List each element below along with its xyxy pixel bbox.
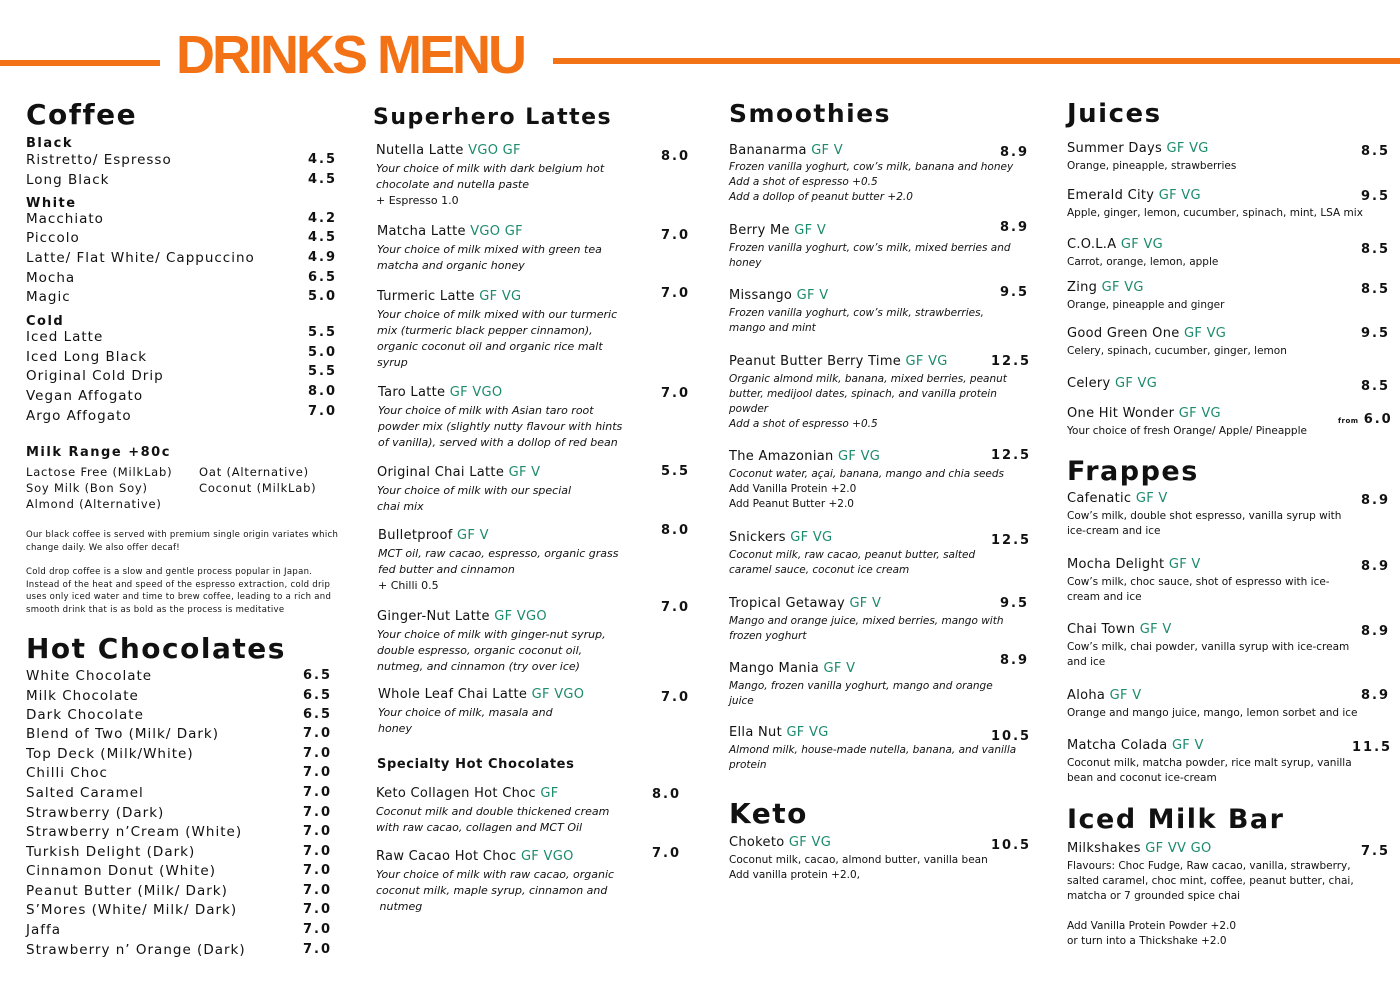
menu-item-desc: Your choice of fresh Orange/ Apple/ Pineapple <box>1067 425 1307 437</box>
menu-item-name: S’Mores (White/ Milk/ Dark) <box>26 902 238 918</box>
diet-tags: VGO GF <box>468 143 521 158</box>
menu-item-name: Macchiato <box>26 211 104 227</box>
menu-item-desc: Your choice of milk with dark belgium hot chocolate and nutella paste + Espresso 1.0 <box>376 162 605 207</box>
diet-tags: GF VG <box>1114 376 1158 391</box>
menu-item-price: 7.0 <box>303 844 333 859</box>
menu-item-name: Bananarma GF V <box>729 143 843 158</box>
menu-item-name: Keto Collagen Hot Choc GF <box>376 786 559 801</box>
diet-tags: GF VG <box>1166 141 1209 156</box>
diet-tags: GF V <box>1109 688 1142 703</box>
diet-tags: GF V <box>811 143 843 158</box>
menu-item-name: Ella Nut GF VG <box>729 725 829 740</box>
menu-item-name: Turkish Delight (Dark) <box>26 844 196 860</box>
menu-item-name: Good Green One GF VG <box>1067 326 1227 341</box>
menu-item-desc: Your choice of milk mixed with our turmeric mix (turmeric black pepper cinnamon), organic coconut oil and organic rice malt syrup <box>377 308 618 369</box>
menu-item-name: Bulletproof GF V <box>378 528 489 543</box>
menu-item-desc: MCT oil, raw cacao, espresso, organic grass fed butter and cinnamon + Chilli 0.5 <box>378 547 619 592</box>
menu-item-price: 8.0 <box>652 787 682 802</box>
menu-item-name: Mocha <box>26 270 76 286</box>
menu-item-price: 7.0 <box>303 746 333 761</box>
menu-item-desc: Your choice of milk with raw cacao, organic coconut milk, maple syrup, cinnamon and nutmeg <box>376 868 615 913</box>
menu-item-name: Matcha Colada GF V <box>1067 738 1204 753</box>
menu-item-desc: Flavours: Choc Fudge, Raw cacao, vanilla, strawberry, salted caramel, choc mint, coffee, peanut butter, chai, matcha or 7 grounded spice chai Add Vanilla Protein Powder +2.0 or turn into a Thickshake +2.0 <box>1067 860 1354 947</box>
milk-option: Almond (Alternative) <box>26 497 162 511</box>
diet-tags: VGO GF <box>470 224 523 239</box>
menu-item-name: Top Deck (Milk/White) <box>26 746 194 762</box>
menu-item-name: Mango Mania GF V <box>729 661 856 676</box>
menu-item-name: Magic <box>26 289 71 305</box>
menu-item-name: Turmeric Latte GF VG <box>377 289 522 304</box>
menu-item-price: 10.5 <box>991 838 1032 853</box>
menu-item-price: 8.9 <box>1000 653 1030 668</box>
menu-item-name: Nutella Latte VGO GF <box>376 143 521 158</box>
menu-item-price: 5.5 <box>661 464 691 479</box>
menu-item-price: 4.2 <box>308 211 338 226</box>
menu-item-name: C.O.L.A GF VG <box>1067 237 1164 252</box>
menu-item-price: 10.5 <box>991 729 1032 744</box>
menu-item-price: 8.5 <box>1361 144 1391 159</box>
menu-item-name: Milkshakes GF VV GO <box>1067 841 1212 856</box>
diet-tags: GF V <box>508 465 541 480</box>
menu-item-desc: Frozen vanilla yoghurt, cow’s milk, strawberries, mango and mint <box>729 307 984 334</box>
menu-item-desc: Mango, frozen vanilla yoghurt, mango and orange juice <box>729 680 993 707</box>
milk-option: Soy Milk (Bon Soy) <box>26 481 148 495</box>
menu-item-price: 4.5 <box>308 152 338 167</box>
menu-item-price: 8.9 <box>1361 688 1391 703</box>
menu-item-price: 7.0 <box>661 386 691 401</box>
diet-tags: GF V <box>796 288 829 303</box>
menu-item-desc: Your choice of milk, masala and honey <box>378 706 553 735</box>
menu-item-desc: Your choice of milk with Asian taro root powder mix (slightly nutty flavour with hints of vanilla), served with a dollop of red bean <box>378 404 623 449</box>
menu-item-name: The Amazonian GF VG <box>729 449 881 464</box>
smoothies-heading: Smoothies <box>729 99 892 128</box>
menu-item-name: Peanut Butter (Milk/ Dark) <box>26 883 228 899</box>
milk-option: Lactose Free (MilkLab) <box>26 465 173 479</box>
menu-item-desc: Apple, ginger, lemon, cucumber, spinach, mint, LSA mix <box>1067 207 1363 219</box>
diet-tags: GF <box>540 786 559 801</box>
menu-item-price: 5.5 <box>308 364 338 379</box>
menu-item-name: Mocha Delight GF V <box>1067 557 1201 572</box>
menu-item-price: 6.5 <box>303 668 333 683</box>
menu-item-desc: Frozen vanilla yoghurt, cow’s milk, mixed berries and honey <box>729 242 1011 269</box>
menu-item-name: Blend of Two (Milk/ Dark) <box>26 726 220 742</box>
menu-item-desc: Coconut milk, matcha powder, rice malt syrup, vanilla bean and coconut ice-cream <box>1067 757 1352 784</box>
menu-item-price: 6.5 <box>303 688 333 703</box>
menu-item-name: Berry Me GF V <box>729 223 827 238</box>
menu-item-name: Strawberry (Dark) <box>26 805 165 821</box>
menu-item-price: 7.0 <box>661 228 691 243</box>
menu-item-desc: Almond milk, house-made nutella, banana, and vanilla protein <box>729 744 1017 771</box>
menu-item-price: 4.5 <box>308 172 338 187</box>
diet-tags: GF VG <box>1120 237 1164 252</box>
menu-item-price: 8.9 <box>1000 145 1030 160</box>
menu-item-price: 7.0 <box>303 863 333 878</box>
menu-item-price: 9.5 <box>1000 596 1030 611</box>
menu-item-name: Summer Days GF VG <box>1067 141 1209 156</box>
menu-item-price: 6.0 <box>1363 412 1393 427</box>
menu-item-name: Jaffa <box>26 922 62 938</box>
hot-chocolates-heading: Hot Chocolates <box>26 632 286 665</box>
menu-item-price: 5.5 <box>308 325 338 340</box>
menu-item-name: Original Chai Latte GF V <box>377 465 541 480</box>
menu-item-name: Celery GF VG <box>1067 376 1158 391</box>
menu-item-name: Ginger-Nut Latte GF VGO <box>377 609 547 624</box>
menu-item-desc: Coconut milk, cacao, almond butter, vanilla bean Add vanilla protein +2.0, <box>729 854 988 881</box>
menu-item-price: 4.9 <box>308 250 338 265</box>
coffee-cold-label: Cold <box>26 314 65 329</box>
diet-tags: GF V <box>823 661 856 676</box>
menu-item-price: 8.9 <box>1361 493 1391 508</box>
menu-item-price: 7.0 <box>303 883 333 898</box>
menu-item-desc: Celery, spinach, cucumber, ginger, lemon <box>1067 345 1287 357</box>
menu-item-name: One Hit Wonder GF VG <box>1067 406 1221 421</box>
menu-item-price: 6.5 <box>308 270 338 285</box>
menu-item-extras: Add Vanilla Protein +2.0 Add Peanut Butter +2.0 <box>729 483 857 510</box>
frappes-heading: Frappes <box>1067 456 1199 487</box>
menu-item-price: 5.0 <box>308 345 338 360</box>
diet-tags: GF VG <box>790 530 833 545</box>
menu-item-name: Latte/ Flat White/ Cappuccino <box>26 250 255 266</box>
menu-item-price: 7.0 <box>303 824 333 839</box>
menu-title: DRINKS MENU <box>176 25 525 85</box>
menu-item-price: 7.0 <box>303 785 333 800</box>
diet-tags: GF V <box>1135 491 1168 506</box>
diet-tags: GF VGO <box>531 687 585 702</box>
menu-item-price: 7.0 <box>661 690 691 705</box>
price-prefix: from <box>1338 417 1359 425</box>
diet-tags: GF VGO <box>520 849 574 864</box>
diet-tags: GF VV GO <box>1145 841 1212 856</box>
menu-item-desc: Coconut water, açai, banana, mango and chia seeds <box>729 468 1005 480</box>
menu-item-price: 7.0 <box>303 942 333 957</box>
menu-item-desc: Your choice of milk mixed with green tea matcha and organic honey <box>377 243 602 272</box>
menu-item-name: Zing GF VG <box>1067 280 1144 295</box>
menu-item-price: 6.5 <box>303 707 333 722</box>
header-rule-right <box>553 58 1400 64</box>
menu-item-desc: Orange, pineapple, strawberries <box>1067 160 1237 172</box>
menu-item-price: 9.5 <box>1361 326 1391 341</box>
menu-item-name: Piccolo <box>26 230 80 246</box>
menu-item-desc: Your choice of milk with ginger-nut syrup, double espresso, organic coconut oil, nutmeg, and cinnamon (try over ice) <box>377 628 606 673</box>
menu-item-desc: Your choice of milk with our special chai mix <box>377 484 572 513</box>
menu-item-name: White Chocolate <box>26 668 153 684</box>
diet-tags: GF V <box>794 223 827 238</box>
menu-item-price: 8.5 <box>1361 242 1391 257</box>
menu-item-name: Peanut Butter Berry Time GF VG <box>729 354 948 369</box>
menu-item-price: 7.0 <box>661 600 691 615</box>
menu-item-name: Taro Latte GF VGO <box>378 385 503 400</box>
menu-item-price: 7.0 <box>308 404 338 419</box>
coffee-white-label: White <box>26 196 77 211</box>
price-with-prefix <box>1338 408 1393 427</box>
menu-item-price: 7.0 <box>303 922 333 937</box>
specialty-hot-chocolates-heading: Specialty Hot Chocolates <box>377 757 575 772</box>
menu-item-price: 12.5 <box>991 354 1032 369</box>
menu-item-price: 7.0 <box>303 805 333 820</box>
menu-item-name: Iced Latte <box>26 329 104 345</box>
milk-option: Oat (Alternative) <box>199 465 309 479</box>
menu-item-desc: Carrot, orange, lemon, apple <box>1067 256 1219 268</box>
menu-item-price: 8.0 <box>661 149 691 164</box>
menu-item-price: 12.5 <box>991 448 1032 463</box>
menu-item-price: 7.5 <box>1361 844 1391 859</box>
header-rule-left <box>0 60 160 66</box>
menu-item-price: 8.0 <box>308 384 338 399</box>
menu-item-name: Vegan Affogato <box>26 388 144 404</box>
menu-item-name: Missango GF V <box>729 288 829 303</box>
diet-tags: GF VG <box>905 354 948 369</box>
menu-item-price: 8.9 <box>1361 624 1391 639</box>
menu-item-price: 9.5 <box>1000 285 1030 300</box>
diet-tags: GF V <box>1168 557 1201 572</box>
menu-item-name: Emerald City GF VG <box>1067 188 1201 203</box>
menu-item-price: 8.9 <box>1000 220 1030 235</box>
menu-item-name: Argo Affogato <box>26 408 132 424</box>
diet-tags: GF V <box>1171 738 1204 753</box>
diet-tags: GF VG <box>479 289 522 304</box>
menu-item-name: Tropical Getaway GF V <box>729 596 882 611</box>
menu-item-name: Whole Leaf Chai Latte GF VGO <box>378 687 585 702</box>
milk-option: Coconut (MilkLab) <box>199 481 317 495</box>
juices-heading: Juices <box>1067 99 1162 129</box>
menu-item-name: Matcha Latte VGO GF <box>377 224 523 239</box>
diet-tags: GF VG <box>1178 406 1221 421</box>
menu-item-name: Aloha GF V <box>1067 688 1142 703</box>
menu-item-price: 8.9 <box>1361 559 1391 574</box>
menu-item-name: Snickers GF VG <box>729 530 833 545</box>
menu-item-price: 8.5 <box>1361 379 1391 394</box>
menu-item-desc: Orange and mango juice, mango, lemon sorbet and ice <box>1067 707 1358 719</box>
iced-milk-bar-heading: Iced Milk Bar <box>1067 804 1285 835</box>
menu-item-name: Ristretto/ Espresso <box>26 152 172 168</box>
menu-item-price: 5.0 <box>308 289 338 304</box>
menu-item-desc: Organic almond milk, banana, mixed berries, peanut butter, medijool dates, spinach, and vanilla protein powder Add a shot of espresso +0.5 <box>729 373 1007 430</box>
menu-item-desc: Frozen vanilla yoghurt, cow’s milk, banana and honey Add a shot of espresso +0.5 Add a dollop of peanut butter +2.0 <box>729 161 1014 203</box>
menu-item-price: 4.5 <box>308 230 338 245</box>
menu-item-name: Dark Chocolate <box>26 707 144 723</box>
menu-item-desc: Cow’s milk, double shot espresso, vanilla syrup with ice-cream and ice <box>1067 510 1342 537</box>
menu-item-name: Chai Town GF V <box>1067 622 1172 637</box>
menu-item-name: Chilli Choc <box>26 765 108 781</box>
menu-item-name: Long Black <box>26 172 110 188</box>
diet-tags: GF VG <box>1183 326 1227 341</box>
menu-item-price: 7.0 <box>303 765 333 780</box>
menu-item-desc: Cow’s milk, choc sauce, shot of espresso with ice- cream and ice <box>1067 576 1330 603</box>
superhero-lattes-heading: Superhero Lattes <box>373 105 613 130</box>
diet-tags: GF VG <box>1101 280 1144 295</box>
menu-item-price: 7.0 <box>303 726 333 741</box>
menu-item-name: Strawberry n’ Orange (Dark) <box>26 942 246 958</box>
diet-tags: GF V <box>1139 622 1172 637</box>
diet-tags: GF VGO <box>449 385 503 400</box>
menu-item-desc: Coconut milk, raw cacao, peanut butter, salted caramel sauce, coconut ice cream <box>729 549 976 576</box>
diet-tags: GF VG <box>838 449 881 464</box>
keto-heading: Keto <box>729 797 808 830</box>
menu-item-desc: Cow’s milk, chai powder, vanilla syrup with ice-cream and ice <box>1067 641 1350 668</box>
coffee-heading: Coffee <box>26 98 138 131</box>
diet-tags: GF VGO <box>494 609 547 624</box>
menu-item-desc: Coconut milk and double thickened cream with raw cacao, collagen and MCT Oil <box>376 805 610 834</box>
menu-item-price: 11.5 <box>1352 740 1393 755</box>
menu-item-name: Raw Cacao Hot Choc GF VGO <box>376 849 574 864</box>
diet-tags: GF VG <box>786 725 829 740</box>
menu-item-name: Iced Long Black <box>26 349 148 365</box>
diet-tags: GF V <box>457 528 489 543</box>
menu-item-name: Milk Chocolate <box>26 688 139 704</box>
diet-tags: GF V <box>849 596 882 611</box>
menu-item-name: Choketo GF VG <box>729 835 832 850</box>
menu-item-name: Salted Caramel <box>26 785 144 801</box>
diet-tags: GF VG <box>1158 188 1201 203</box>
coffee-note-cold-drip: Cold drop coffee is a slow and gentle process popular in Japan. Instead of the heat and speed of the espresso extraction, cold drip uses only iced water and time to brew coffee, leading to a rich and smooth drink that is as bold as the process is meditative <box>26 567 332 615</box>
menu-item-price: 7.0 <box>661 286 691 301</box>
menu-item-desc: Orange, pineapple and ginger <box>1067 299 1225 311</box>
diet-tags: GF VG <box>788 835 832 850</box>
coffee-black-label: Black <box>26 136 73 151</box>
menu-item-desc: Mango and orange juice, mixed berries, mango with frozen yoghurt <box>729 615 1004 642</box>
menu-item-price: 8.5 <box>1361 282 1391 297</box>
menu-item-name: Strawberry n’Cream (White) <box>26 824 243 840</box>
menu-item-name: Cafenatic GF V <box>1067 491 1168 506</box>
menu-item-price: 9.5 <box>1361 189 1391 204</box>
menu-item-price: 12.5 <box>991 533 1032 548</box>
menu-item-price: 7.0 <box>652 846 682 861</box>
menu-item-price: 7.0 <box>303 902 333 917</box>
coffee-note-decaf: Our black coffee is served with premium single origin variates which change daily. We also offer decaf! <box>26 530 339 553</box>
milk-range-label: Milk Range +80c <box>26 445 171 460</box>
menu-item-name: Cinnamon Donut (White) <box>26 863 216 879</box>
menu-item-name: Original Cold Drip <box>26 368 164 384</box>
menu-item-price: 8.0 <box>661 523 691 538</box>
